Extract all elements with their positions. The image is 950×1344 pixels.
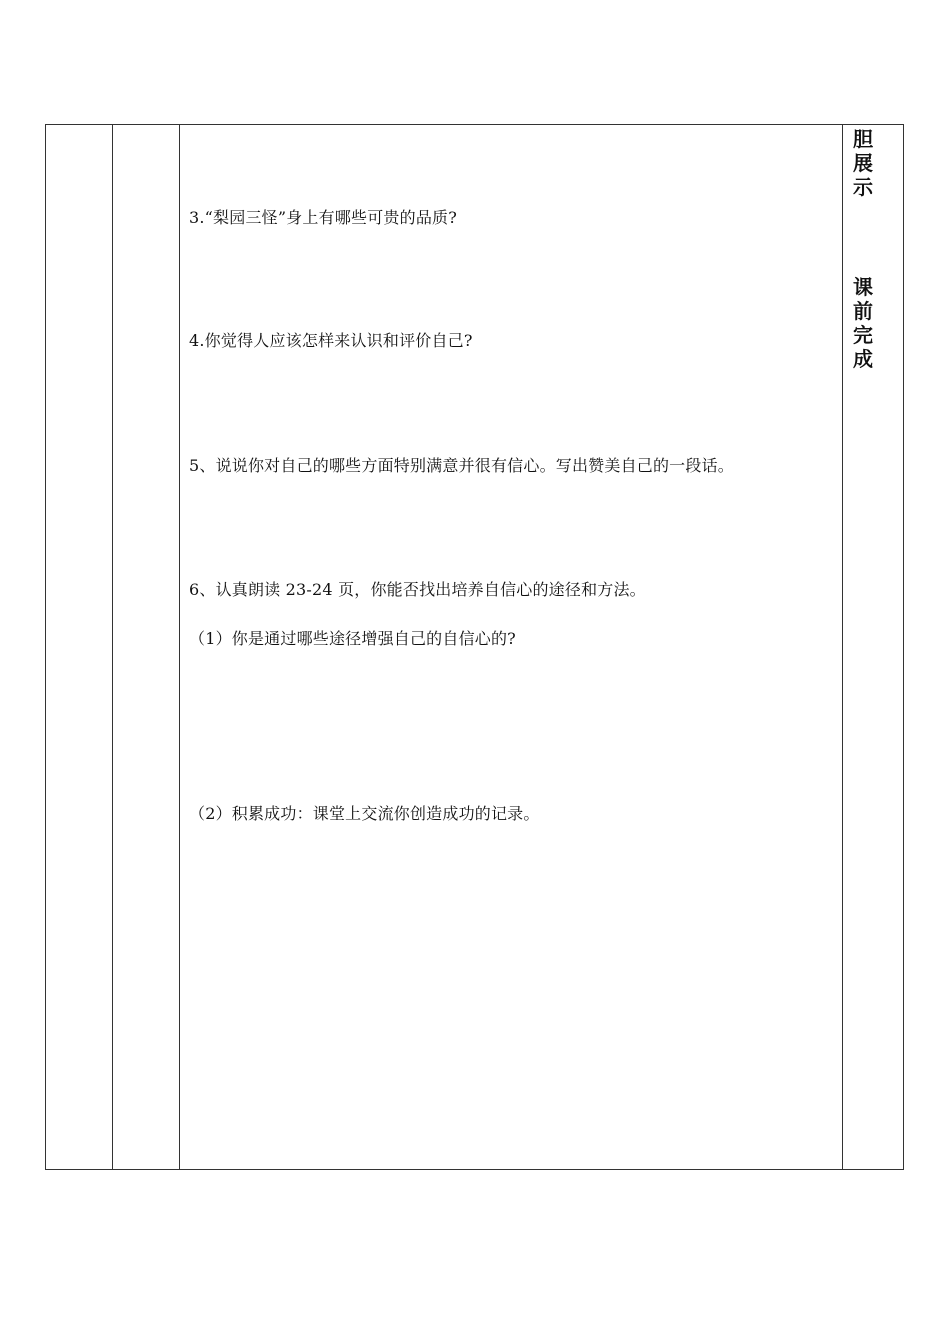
side-char: 前	[853, 299, 873, 323]
side-label-bottom	[846, 275, 880, 371]
side-char: 胆	[853, 127, 873, 151]
side-char: 成	[853, 347, 873, 371]
question-3: 3.“梨园三怪”身上有哪些可贵的品质?	[189, 208, 458, 227]
column-divider-1	[112, 125, 113, 1169]
question-6: 6、认真朗读 23-24 页，你能否找出培养自信心的途径和方法。	[189, 580, 646, 599]
question-4: 4.你觉得人应该怎样来认识和评价自己?	[189, 331, 473, 350]
side-char: 完	[853, 323, 873, 347]
question-6-1: （1）你是通过哪些途径增强自己的自信心的?	[189, 629, 516, 648]
worksheet-table	[45, 124, 904, 1170]
column-divider-3	[842, 125, 843, 1169]
question-cell	[189, 125, 840, 1169]
side-label-top	[846, 127, 880, 199]
question-6-2: （2）积累成功：课堂上交流你创造成功的记录。	[189, 804, 540, 823]
side-char: 课	[853, 275, 873, 299]
column-divider-2	[179, 125, 180, 1169]
question-5: 5、说说你对自己的哪些方面特别满意并很有信心。写出赞美自己的一段话。	[189, 456, 734, 475]
side-char: 展	[853, 151, 873, 175]
side-char: 示	[853, 175, 873, 199]
